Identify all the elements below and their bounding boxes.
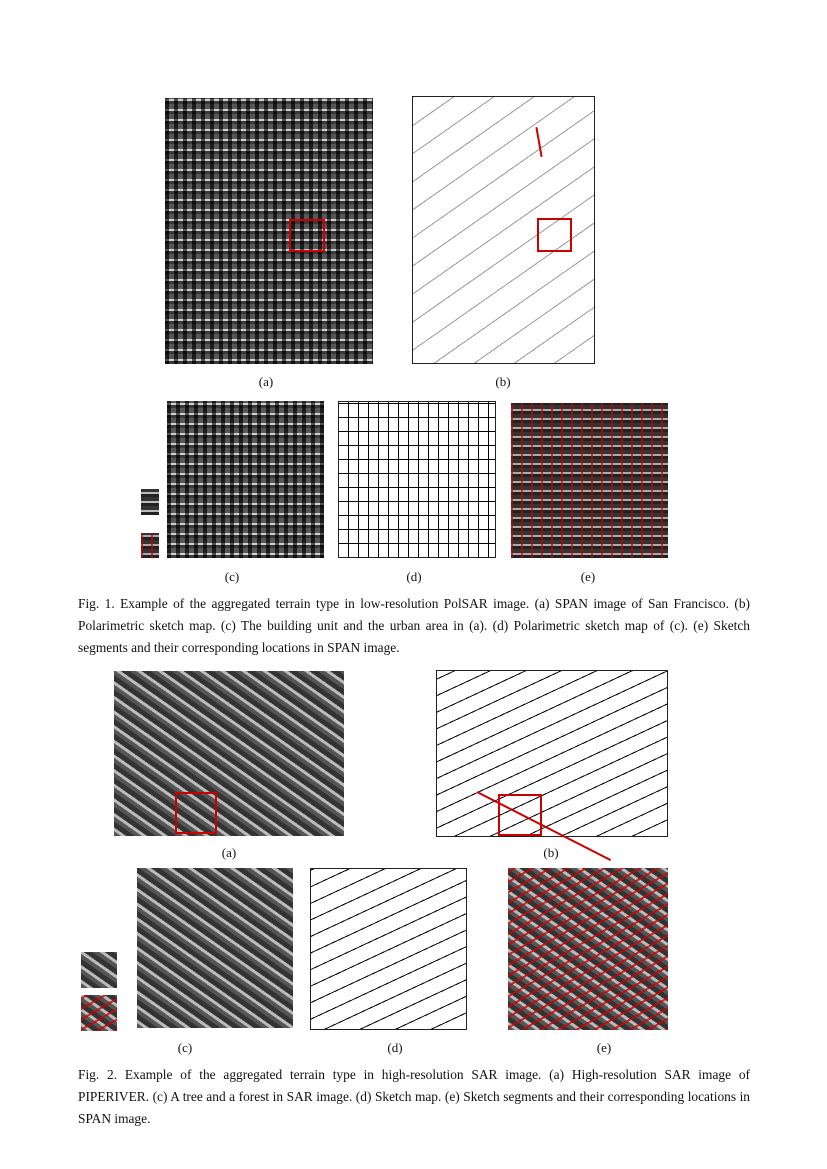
fig1-label-e: (e) xyxy=(580,569,596,584)
fig2-b-sketch-map xyxy=(436,670,668,837)
fig1-b-red-segment xyxy=(535,127,542,157)
fig2-e-sketch-overlay xyxy=(508,868,668,1030)
fig1-label-c: (c) xyxy=(224,569,240,584)
fig2-label-c: (c) xyxy=(177,1040,193,1055)
fig1-label-a: (a) xyxy=(258,374,274,389)
fig2-thumb-tree-sketch xyxy=(81,995,117,1031)
fig1-e-sketch-overlay xyxy=(511,403,668,558)
fig1-label-d: (d) xyxy=(406,569,422,584)
fig1-b-sketch-map xyxy=(412,96,595,364)
fig2-d-sketch-map xyxy=(310,868,467,1030)
fig1-c-urban-area xyxy=(167,401,324,558)
fig2-label-a: (a) xyxy=(221,845,237,860)
fig2-a-highlight-box xyxy=(175,792,217,834)
fig2-thumb-tree xyxy=(81,952,117,988)
fig2-c-forest xyxy=(137,868,293,1028)
fig1-label-b: (b) xyxy=(495,374,511,389)
fig2-caption: Fig. 2. Example of the aggregated terrain type in high-resolution SAR image. (a) High-resolution SAR image of PIPERIVER. (c) A tree and a forest in SAR image. (d) Sketch map. (e) Sketch segments and their corresponding locations in SPAN image. xyxy=(78,1067,750,1126)
fig1-d-sketch-map xyxy=(338,401,496,558)
fig1-thumb-building xyxy=(141,489,159,515)
fig2-label-d: (d) xyxy=(387,1040,403,1055)
fig1-b-highlight-box xyxy=(537,218,572,252)
fig1-a-highlight-box xyxy=(289,219,325,252)
fig2-b-highlight-box xyxy=(498,794,542,836)
fig1-caption: Fig. 1. Example of the aggregated terrain type in low-resolution PolSAR image. (a) SPAN image of San Francisco. (b) Polarimetric sketch map. (c) The building unit and the urban area in (a). (d) Polarimetric sketch map of (c). (e) Sketch segments and their corresponding locations in SPAN image. xyxy=(78,596,750,655)
fig1-a-span-image xyxy=(165,98,373,364)
fig2-label-e: (e) xyxy=(596,1040,612,1055)
fig1-thumb-building-sketch xyxy=(141,533,159,558)
fig2-a-sar-image xyxy=(114,671,344,836)
fig2-label-b: (b) xyxy=(543,845,559,860)
